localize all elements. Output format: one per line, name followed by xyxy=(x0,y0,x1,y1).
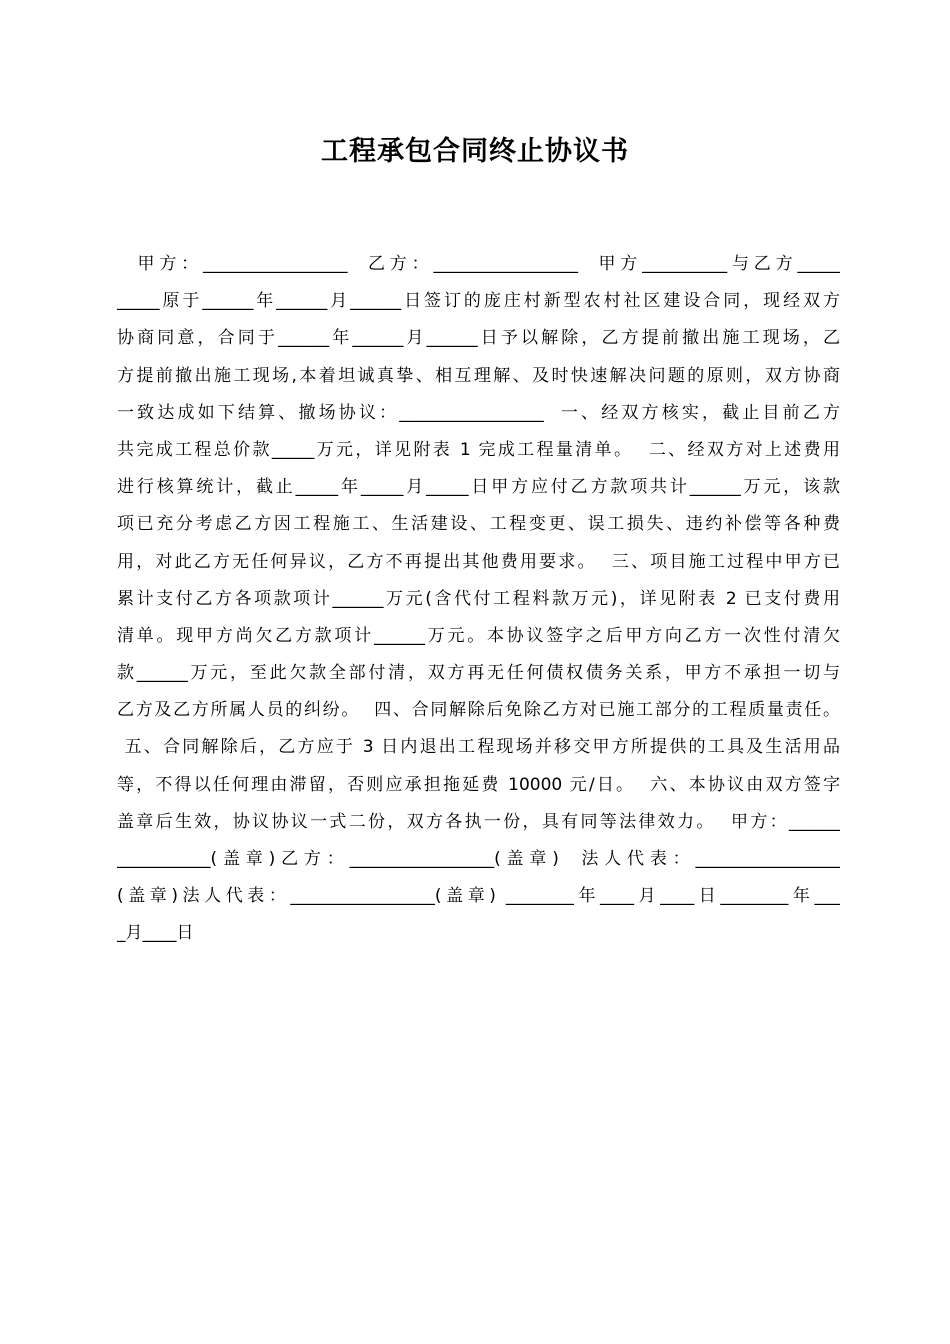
body-line: 进行核算统计，截止_____年_____月_____日甲方应付乙方款项共计______万元，该款 xyxy=(117,477,840,498)
body-line: 甲方：_________________ 乙方：_________________ 甲方__________与乙方_____ xyxy=(117,254,840,274)
body-line: 一致达成如下结算、撤场协议：_________________ 一、经双方核实，截止目前乙方 xyxy=(117,402,840,423)
body-line: 款______万元，至此欠款全部付清，双方再无任何债权债务关系，甲方不承担一切与 xyxy=(117,663,840,684)
body-line: 方提前撤出施工现场,本着坦诚真挚、相互理解、及时快速解决问题的原则，双方协商 xyxy=(117,365,840,386)
body-line: 用，对此乙方无任何异议，乙方不再提出其他费用要求。 三、项目施工过程中甲方已 xyxy=(117,551,840,572)
body-line: 盖章后生效，协议协议一式二份，双方各执一份，具有同等法律效力。 甲方：______ xyxy=(117,811,840,832)
body-line: 清单。现甲方尚欠乙方款项计______万元。本协议签字之后甲方向乙方一次性付清欠 xyxy=(117,625,840,646)
document-title: 工程承包合同终止协议书 xyxy=(321,136,629,167)
body-line: ___________(盖章)乙方：_________________(盖章) 法人代表：_________________ xyxy=(117,849,840,869)
body-line: 乙方及乙方所属人员的纠纷。 四、合同解除后免除乙方对已施工部分的工程质量责任。 xyxy=(117,700,840,721)
body-line: 累计支付乙方各项款项计______万元(含代付工程料款万元)，详见附表 2 已支付费用 xyxy=(117,588,840,609)
body-line: 项已充分考虑乙方因工程施工、生活建设、工程变更、误工损失、违约补偿等各种费 xyxy=(117,514,840,535)
body-line: 等，不得以任何理由滞留，否则应承担拖延费 10000 元/日。 六、本协议由双方签字 xyxy=(117,774,840,795)
body-line: 五、合同解除后，乙方应于 3 日内退出工程现场并移交甲方所提供的工具及生活用品 xyxy=(117,737,840,758)
body-line: 共完成工程总价款_____万元，详见附表 1 完成工程量清单。 二、经双方对上述费用 xyxy=(117,439,840,460)
body-line: _月____日 xyxy=(117,923,194,944)
body-line: _____原于______年______月______日签订的庞庄村新型农村社区建设合同，现经双方 xyxy=(117,291,840,312)
body-line: (盖章)法人代表：_________________(盖章) ________年____月____日________年___ xyxy=(117,886,840,907)
document-body xyxy=(117,246,840,953)
body-line: 协商同意，合同于______年______月______日予以解除，乙方提前撤出施工现场，乙 xyxy=(117,328,840,349)
